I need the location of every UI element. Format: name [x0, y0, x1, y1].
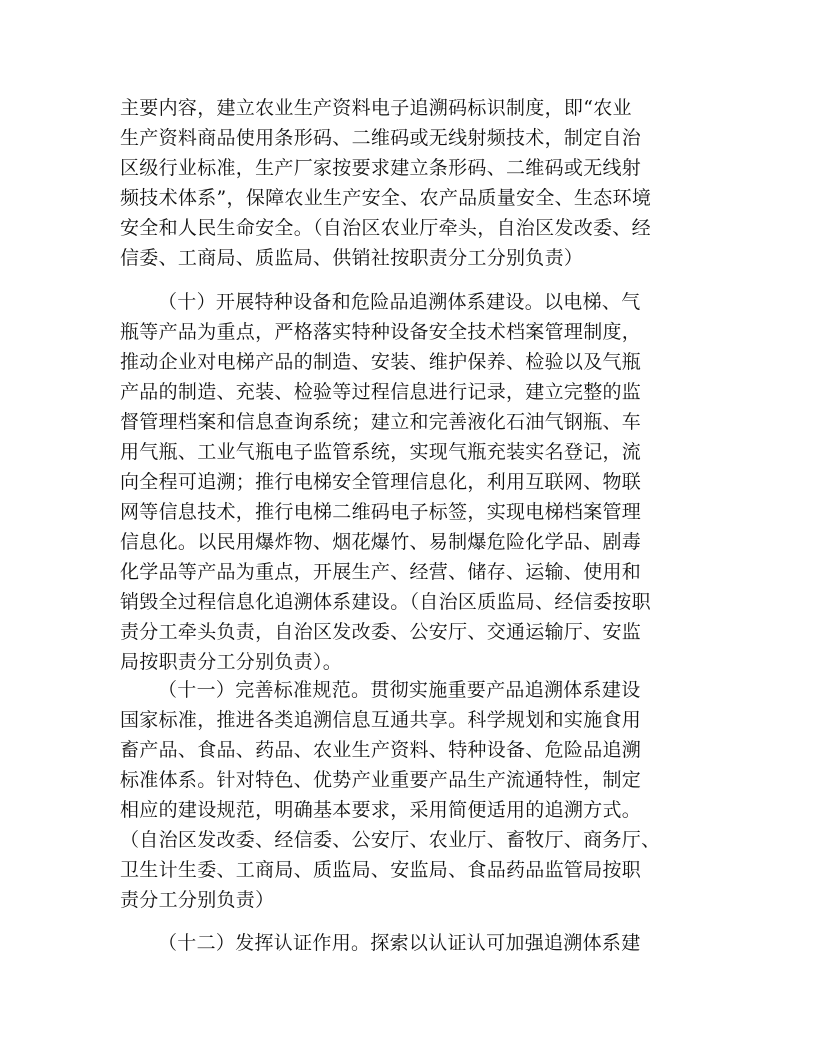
paragraph-line: 区级行业标准，生产厂家按要求建立条形码、二维码或无线射 [120, 157, 642, 179]
paragraph-line: （自治区发改委、经信委、公安厅、农业厅、畜牧厅、商务厅、 [120, 829, 661, 851]
paragraph-first-line: （十）开展特种设备和危险品追溯体系建设。以电梯、气 [158, 291, 641, 313]
paragraph-line: 频技术体系”，保障农业生产安全、农产品质量安全、生态环境 [120, 187, 652, 209]
paragraph-line: 推动企业对电梯产品的制造、安装、维护保养、检验以及气瓶 [120, 351, 642, 373]
paragraph-line: 向全程可追溯；推行电梯安全管理信息化，利用互联网、物联 [120, 471, 642, 493]
paragraph-line: 标准体系。针对特色、优势产业重要产品生产流通特性，制定 [120, 769, 642, 791]
paragraph-line: 网等信息技术，推行电梯二维码电子标签，实现电梯档案管理 [120, 501, 642, 523]
paragraph-line: 销毁全过程信息化追溯体系建设。（自治区质监局、经信委按职 [120, 591, 651, 613]
paragraph-line: 卫生计生委、工商局、质监局、安监局、食品药品监管局按职 [120, 859, 642, 881]
paragraph-line: 瓶等产品为重点，严格落实特种设备安全技术档案管理制度， [120, 321, 642, 343]
paragraph-agri-inputs-continuation [120, 93, 700, 273]
paragraph-line: 产品的制造、充装、检验等过程信息进行记录，建立完整的监 [120, 381, 642, 403]
paragraph-line: 信息化。以民用爆炸物、烟花爆竹、易制爆危险化学品、剧毒 [120, 531, 642, 553]
paragraph-line: 责分工分别负责） [120, 889, 275, 911]
paragraph-line: 相应的建设规范，明确基本要求，采用简便适用的追溯方式。 [120, 799, 642, 821]
paragraph-line: 信委、工商局、质监局、供销社按职责分工分别负责） [120, 247, 584, 269]
paragraph-first-line: （十一）完善标准规范。贯彻实施重要产品追溯体系建设 [158, 679, 641, 701]
paragraph-line: 督管理档案和信息查询系统；建立和完善液化石油气钢瓶、车 [120, 411, 642, 433]
paragraph-first-line: （十二）发挥认证作用。探索以认证认可加强追溯体系建 [158, 932, 641, 954]
paragraph-line: 生产资料商品使用条形码、二维码或无线射频技术，制定自治 [120, 127, 642, 149]
paragraph-item-11-standards [120, 675, 700, 915]
paragraph-line: 主要内容，建立农业生产资料电子追溯码标识制度，即“农业 [120, 97, 632, 119]
paragraph-line: 用气瓶、工业气瓶电子监管系统，实现气瓶充装实名登记，流 [120, 441, 642, 463]
paragraph-item-12-certification [120, 928, 700, 958]
paragraph-line: 畜产品、食品、药品、农业生产资料、特种设备、危险品追溯 [120, 739, 642, 761]
paragraph-item-10-special-equipment [120, 287, 700, 677]
paragraph-line: 责分工牵头负责，自治区发改委、公安厅、交通运输厅、安监 [120, 621, 642, 643]
paragraph-line: 化学品等产品为重点，开展生产、经营、储存、运输、使用和 [120, 561, 642, 583]
paragraph-line: 局按职责分工分别负责）。 [120, 651, 343, 673]
paragraph-line: 国家标准，推进各类追溯信息互通共享。科学规划和实施食用 [120, 709, 642, 731]
paragraph-line: 安全和人民生命安全。（自治区农业厅牵头，自治区发改委、经 [120, 217, 651, 239]
